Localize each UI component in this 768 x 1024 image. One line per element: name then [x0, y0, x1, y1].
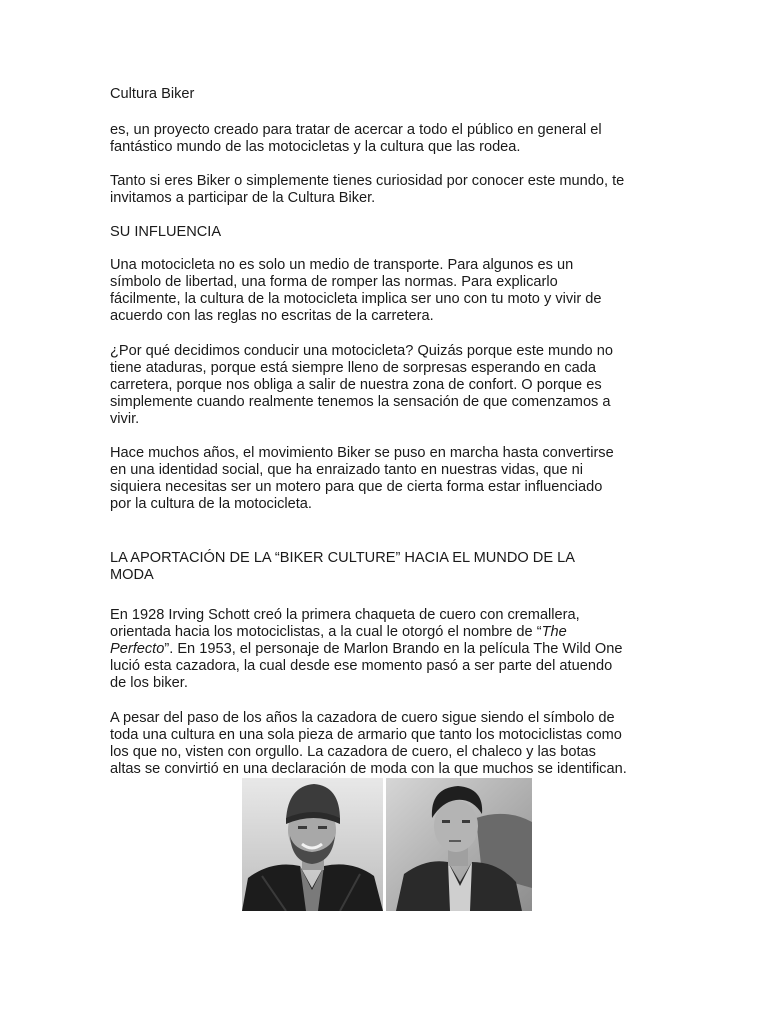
- aportacion-paragraph-2: [110, 710, 670, 778]
- text-line: orientada hacia los motociclistas, a la cual le otorgó el nombre de “The: [110, 624, 567, 640]
- italic-title: The: [541, 624, 567, 640]
- document-title: Cultura Biker: [110, 86, 195, 102]
- section-heading-aportacion: [110, 550, 670, 584]
- aportacion-paragraph-1: [110, 607, 670, 692]
- text-line: Perfecto”. En 1953, el personaje de Marlon Brando en la película The Wild One: [110, 641, 623, 657]
- biker-photo-right: [386, 778, 532, 911]
- text-line: fantástico mundo de las motocicletas y la cultura que las rodea.: [110, 139, 521, 155]
- influencia-paragraph-2: [110, 343, 670, 428]
- biker-photo-left: [242, 778, 383, 911]
- text-line: Una motocicleta no es solo un medio de transporte. Para algunos es un: [110, 257, 574, 273]
- text-line: A pesar del paso de los años la cazadora de cuero sigue siendo el símbolo de: [110, 710, 615, 726]
- text-line: acuerdo con las reglas no escritas de la carretera.: [110, 308, 434, 324]
- influencia-paragraph-3: [110, 445, 670, 513]
- text-line: fácilmente, la cultura de la motocicleta implica ser uno con tu moto y vivir de: [110, 291, 602, 307]
- invite-paragraph: [110, 173, 670, 207]
- text-line: ¿Por qué decidimos conducir una motocicleta? Quizás porque este mundo no: [110, 343, 613, 359]
- text-line: MODA: [110, 567, 154, 583]
- text-line: de los biker.: [110, 675, 188, 691]
- text-line: LA APORTACIÓN DE LA “BIKER CULTURE” HACIA EL MUNDO DE LA: [110, 550, 575, 566]
- text-line: altas se convirtió en una declaración de moda con la que muchos se identifican.: [110, 761, 627, 777]
- text-line: tiene ataduras, porque está siempre lleno de sorpresas esperando en cada: [110, 360, 596, 376]
- text-line: Hace muchos años, el movimiento Biker se puso en marcha hasta convertirse: [110, 445, 614, 461]
- text-line: toda una cultura en una sola pieza de armario que tanto los motociclistas como: [110, 727, 622, 743]
- intro-paragraph: [110, 122, 670, 156]
- section-heading-influencia: SU INFLUENCIA: [110, 224, 222, 240]
- text-line: siquiera necesitas ser un motero para que de cierta forma estar influenciado: [110, 479, 603, 495]
- text-line: Tanto si eres Biker o simplemente tienes curiosidad por conocer este mundo, te: [110, 173, 625, 189]
- text-line: invitamos a participar de la Cultura Biker.: [110, 190, 376, 206]
- text-line: símbolo de libertad, una forma de romper las normas. Para explicarlo: [110, 274, 558, 290]
- text-line: simplemente cuando realmente tenemos la sensación de que comenzamos a: [110, 394, 611, 410]
- text-line: es, un proyecto creado para tratar de acercar a todo el público en general el: [110, 122, 602, 138]
- text-line: carretera, porque nos obliga a salir de nuestra zona de confort. O porque es: [110, 377, 602, 393]
- text-line: los que no, visten con orgullo. La cazadora de cuero, el chaleco y las botas: [110, 744, 596, 760]
- influencia-paragraph-1: [110, 257, 670, 325]
- text-line: en una identidad social, que ha enraizado tanto en nuestras vidas, que ni: [110, 462, 584, 478]
- text-line: lució esta cazadora, la cual desde ese momento pasó a ser parte del atuendo: [110, 658, 613, 674]
- text-line: por la cultura de la motocicleta.: [110, 496, 312, 512]
- text-line: vivir.: [110, 411, 140, 427]
- text-line: En 1928 Irving Schott creó la primera chaqueta de cuero con cremallera,: [110, 607, 580, 623]
- italic-title: Perfecto: [110, 641, 165, 657]
- photo-strip: [242, 778, 532, 911]
